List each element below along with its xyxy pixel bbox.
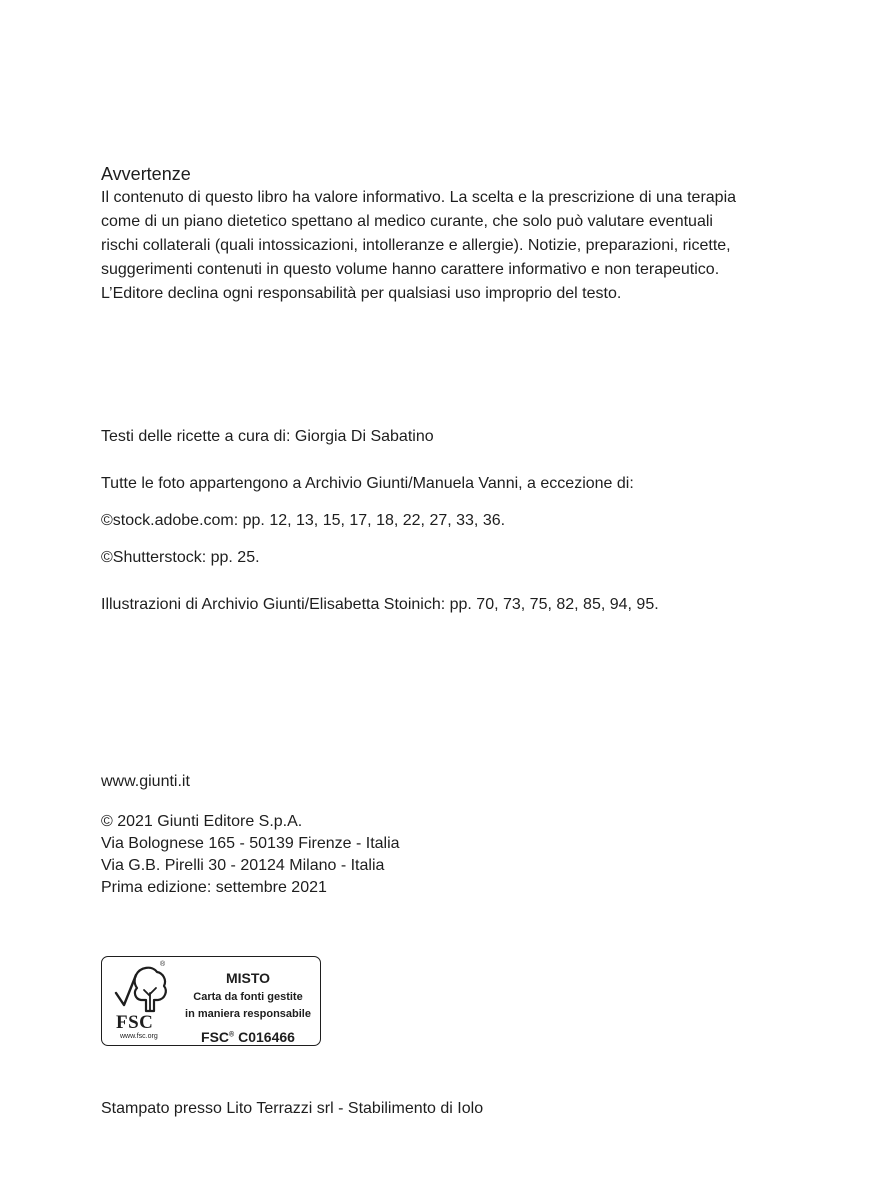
warning-line: L’Editore declina ogni responsabilità per qualsiasi uso improprio del testo. <box>101 285 622 302</box>
illustration-credits <box>101 593 801 617</box>
edition-line: Prima edizione: settembre 2021 <box>101 879 327 896</box>
copyright-line: © 2021 Giunti Editore S.p.A. <box>101 813 303 830</box>
fsc-claim-block <box>178 969 318 1046</box>
fsc-wordmark: FSC <box>116 1012 154 1033</box>
printer-section <box>101 1097 801 1121</box>
printer-text: Stampato presso Lito Terrazzi srl - Stabilimento di Iolo <box>101 1100 484 1117</box>
website-section <box>101 770 801 794</box>
fsc-code-registered: ® <box>229 1031 235 1039</box>
fsc-code-prefix: FSC <box>201 1029 230 1045</box>
warning-line: rischi collaterali (quali intossicazioni, intolleranze e allergie). Notizie, preparazioni, ricette, <box>101 237 731 254</box>
warning-title: Avvertenze <box>101 164 191 184</box>
shutterstock-credits: ©Shutterstock: pp. 25. <box>101 549 260 566</box>
warning-line: come di un piano dietetico spettano al medico curante, che solo può valutare eventuali <box>101 213 713 230</box>
fsc-license-code <box>178 1028 318 1046</box>
fsc-registered-mark: ® <box>160 961 166 968</box>
fsc-code-number: C016466 <box>238 1029 295 1045</box>
photo-credits-text: Tutte le foto appartengono a Archivio Giunti/Manuela Vanni, a eccezione di: <box>101 475 634 492</box>
copyright-section <box>101 811 801 899</box>
address-milan: Via G.B. Pirelli 30 - 20124 Milano - Italia <box>101 857 385 874</box>
fsc-certification-label <box>101 956 321 1046</box>
warning-line: Il contenuto di questo libro ha valore informativo. La scelta e la prescrizione di una terapia <box>101 189 737 206</box>
photo-credits <box>101 472 801 570</box>
recipe-credits-text: Testi delle ricette a cura di: Giorgia Di Sabatino <box>101 428 434 445</box>
address-florence: Via Bolognese 165 - 50139 Firenze - Italia <box>101 835 400 852</box>
recipe-credits <box>101 425 801 449</box>
fsc-claim-line2: in maniera responsabile <box>185 1008 311 1020</box>
fsc-category: MISTO <box>225 970 271 986</box>
fsc-website: www.fsc.org <box>120 1033 158 1040</box>
illustration-credits-text: Illustrazioni di Archivio Giunti/Elisabetta Stoinich: pp. 70, 73, 75, 82, 85, 94, 95. <box>101 596 659 613</box>
fsc-claim-line1: Carta da fonti gestite <box>193 991 303 1003</box>
warning-line: suggerimenti contenuti in questo volume hanno carattere informativo e non terapeutico. <box>101 261 720 278</box>
adobe-stock-credits: ©stock.adobe.com: pp. 12, 13, 15, 17, 18, 22, 27, 33, 36. <box>101 512 506 529</box>
website-link[interactable]: www.giunti.it <box>101 773 190 790</box>
warning-section <box>101 162 801 306</box>
